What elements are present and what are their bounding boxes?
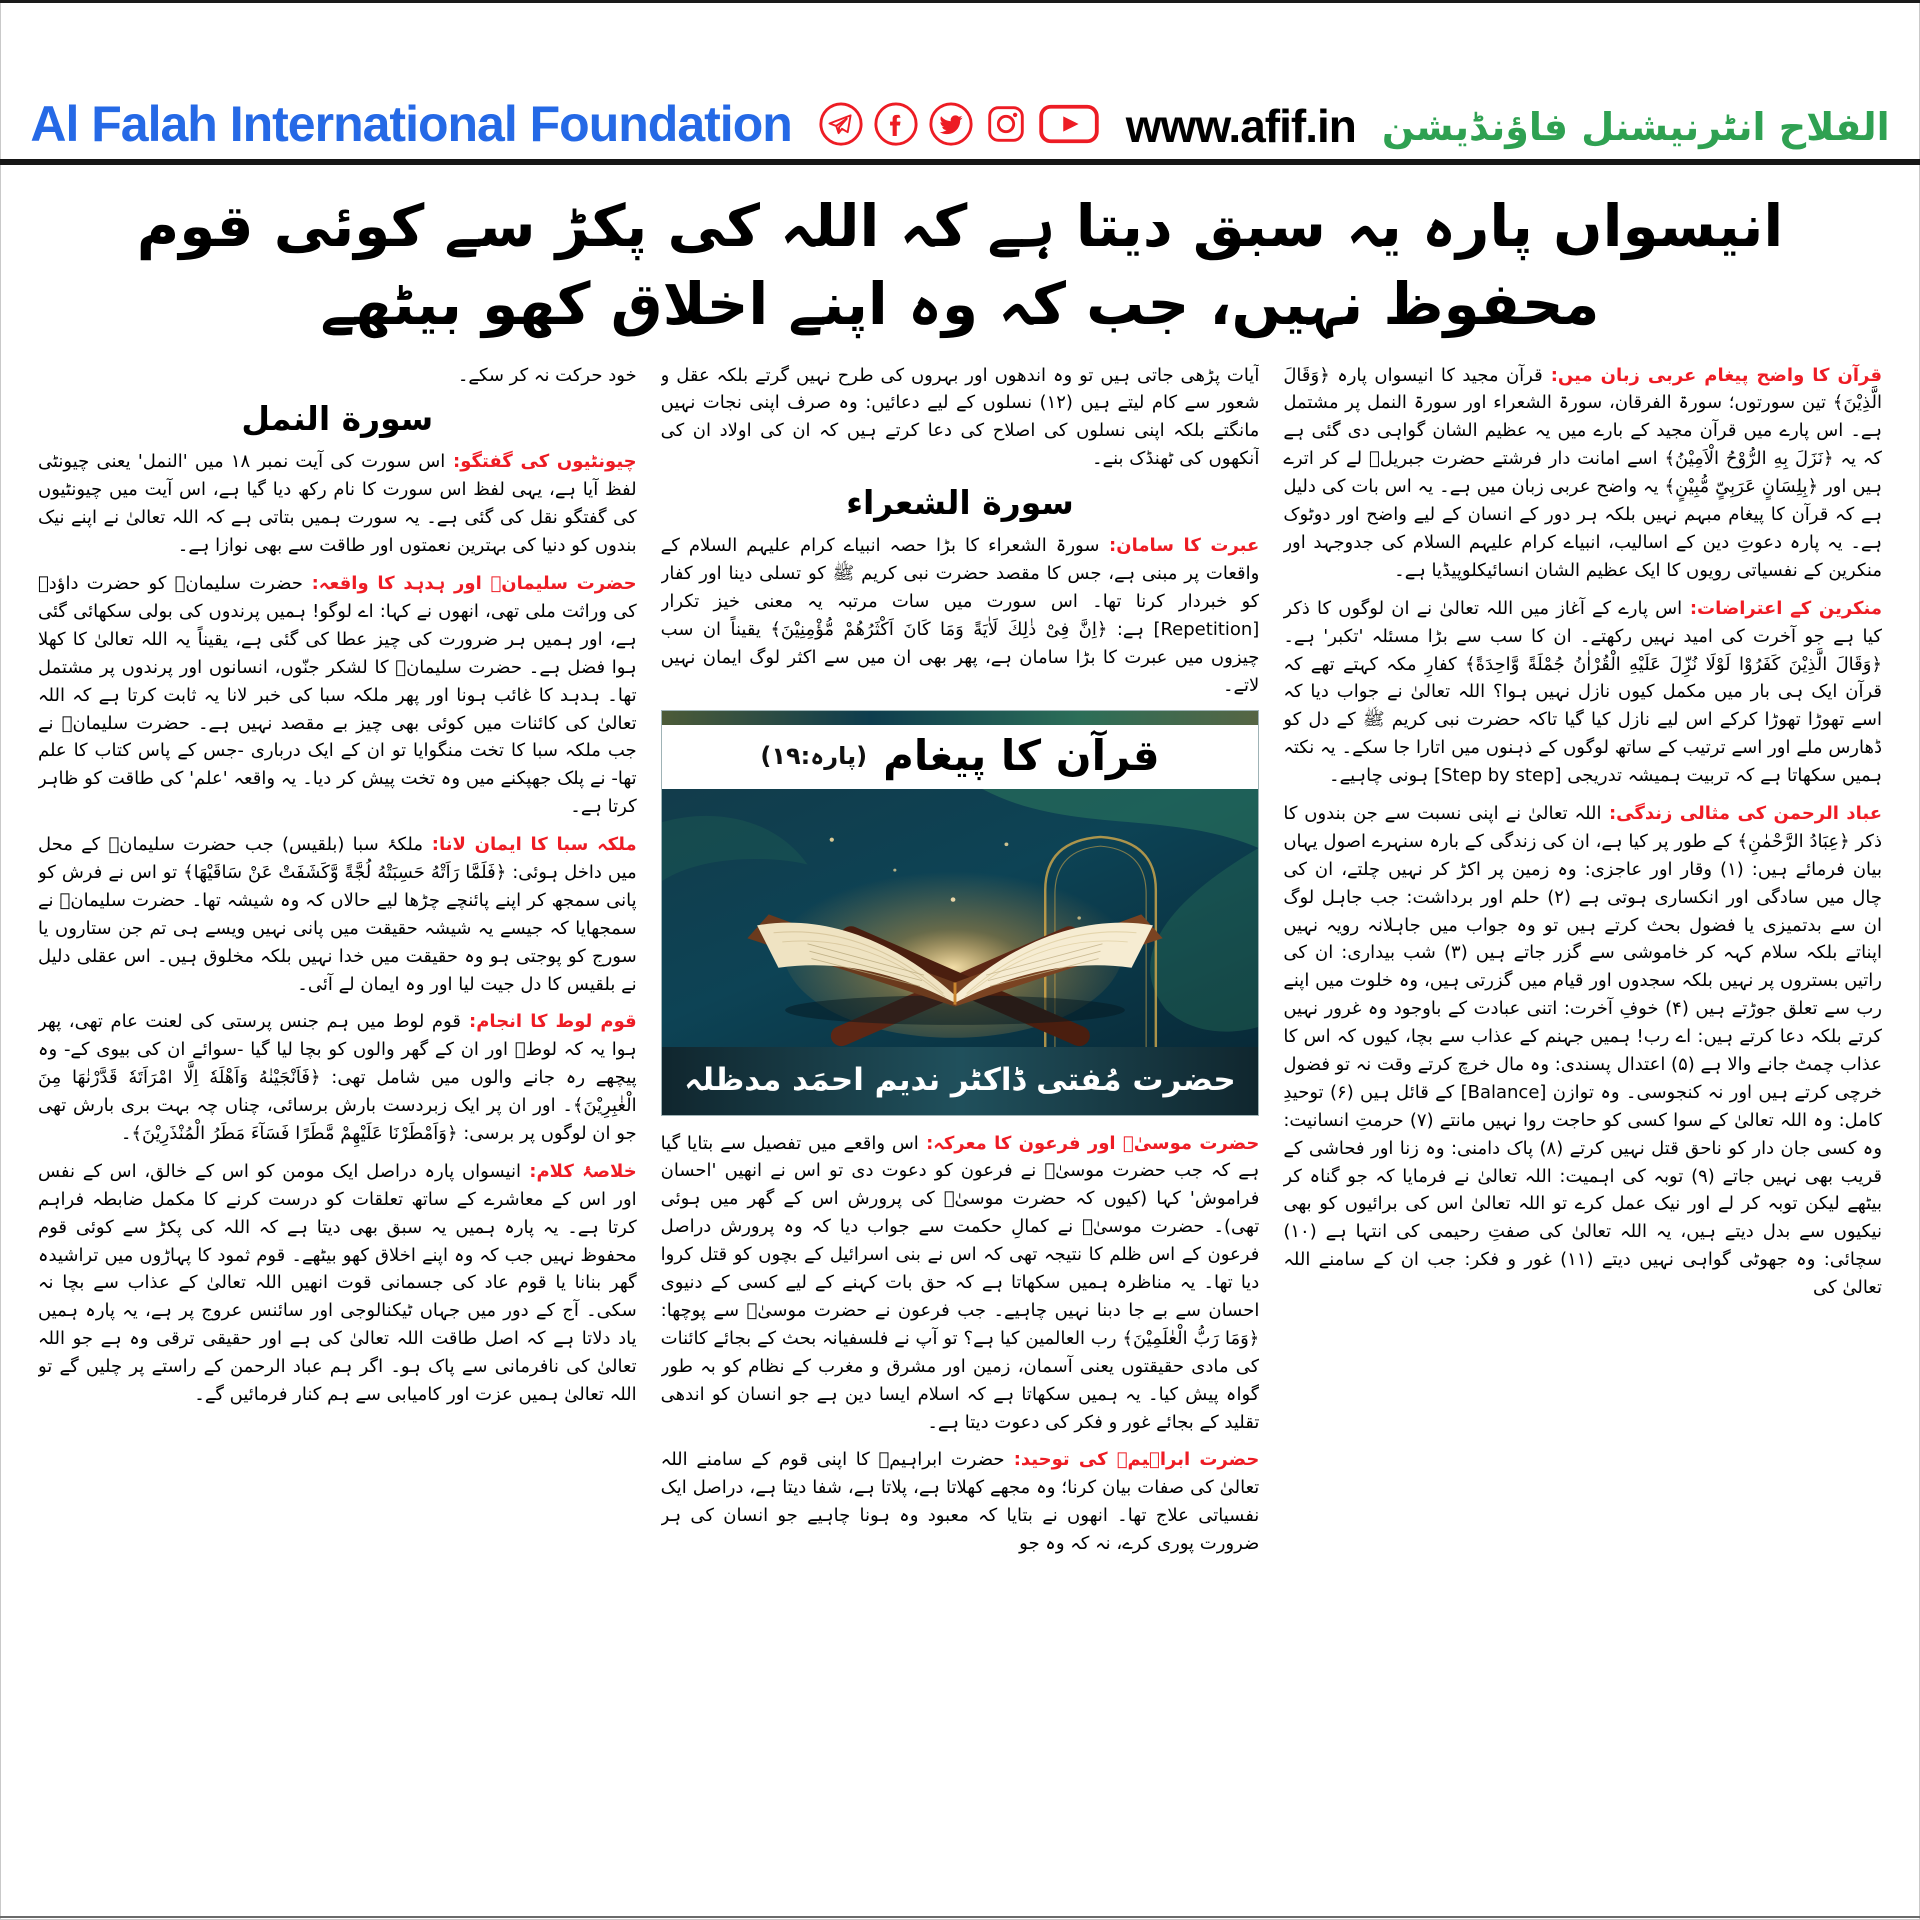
section-lead: خلاصۂ کلام: [520, 1160, 637, 1182]
card-title-band [662, 725, 1259, 789]
article-paragraph: قرآن کا واضح پیغام عربی زبان میں: قرآن مجید کا انیسواں پارہ ﴿وَقَالَ الَّذِیْنَ﴾ تین سورتوں؛ سورۃ الفرقان، سورۃ الشعراء اور سورۃ النمل پر مشتمل ہے۔ اس پارے میں قرآن مجید کے بارے میں یہ عظیم الشان گواہی دی گئی ہے کہ یہ ﴿نَزَلَ بِهِ الرُّوْحُ الْاَمِیْنُ﴾ اسے امانت دار فرشتے حضرت جبریلؑ لے کر اترے ہیں اور ﴿بِلِسَانٍ عَرَبِیٍّ مُّبِیْنٍ﴾ یہ واضح عربی زبان میں ہے۔ یہ اس بات کی دلیل ہے کہ قرآن کا پیغام مبہم نہیں بلکہ ہر دور کے انسان کے لیے واضح اور دوٹوک ہے۔ یہ پارہ دعوتِ دین کے اسالیب، انبیاے کرام علیہم السلام کی جدوجہد اور منکرین کے نفسیاتی رویوں کا ایک عظیم الشان انسائیکلوپیڈیا ہے۔ [1283, 364, 1882, 581]
column-middle [661, 362, 1260, 1867]
speaker-name: حضرت مُفتی ڈاکٹر ندیم احمَد مدظلہ [662, 1047, 1259, 1115]
twitter-icon [928, 101, 974, 147]
para-number-label: (پارہ:۱۹) [760, 741, 868, 770]
section-lead: قرآن کا واضح پیغام عربی زبان میں: [1542, 364, 1882, 386]
telegram-icon [818, 101, 864, 147]
article-paragraph: آیات پڑھی جاتی ہیں تو وہ اندھوں اور بہروں کی طرح نہیں گرتے بلکہ عقل و شعور سے کام لیتے ہیں (۱۲) نسلوں کے لیے دعائیں: وہ صرف اپنی نجات نہیں مانگتے بلکہ اپنی نسلوں کی اصلاح کی دعا کرتے ہیں کہ ان کی اولاد ان کی آنکھوں کی ٹھنڈک بنے۔ [660, 364, 1260, 470]
article-paragraph: خود حرکت نہ کر سکے۔ [457, 364, 637, 386]
social-icons-row [818, 101, 1100, 149]
section-lead: عبرت کا سامان: [1099, 535, 1260, 557]
column-middle-bottom [661, 1130, 1260, 1558]
column-left [38, 362, 637, 1867]
article-paragraph: ملکہ سبا کا ایمان لانا: ملکۂ سبا (بلقیس) جب حضرت سلیمانؑ کے محل میں داخل ہوئی: ﴿فَلَمَّا رَاَتْهُ حَسِبَتْهُ لُجَّةً وَّكَشَفَتْ عَنْ سَاقَیْهَا﴾ تو اس نے فرش کو پانی سمجھ کر اپنے پائنچے چڑھا لیے حالاں کہ وہ شیشہ تھا۔ حضرت سلیمانؑ نے سمجھایا کہ جیسے یہ شیشہ حقیقت میں پانی نہیں ویسے ہی تم جن ستاروں یا سورج کو پوجتی ہو وہ حقیقت میں خدا نہیں بلکہ مخلوق ہیں۔ اس عقلی دلیل نے بلقیس کا دل جیت لیا اور وہ ایمان لے آئی۔ [37, 834, 637, 995]
section-lead: ملکہ سبا کا ایمان لانا: [422, 834, 637, 856]
surah-heading: سورة النمل [241, 399, 434, 439]
main-headline: انیسواں پارہ یہ سبق دیتا ہے کہ اللہ کی پکڑ سے کوئی قوم محفوظ نہیں، جب کہ وہ اپنے اخلاق کھو بیٹھے [136, 192, 1784, 339]
instagram-icon [983, 101, 1029, 147]
section-lead: حضرت موسیٰؑ اور فرعون کا معرکہ: [918, 1132, 1260, 1154]
section-lead: حضرت سلیمانؑ اور ہدہد کا واقعہ: [302, 573, 637, 595]
foundation-name-urdu: الفلاح انٹرنیشنل فاؤنڈیشن [1381, 105, 1890, 150]
article-paragraph: قوم لوط کا انجام: قوم لوط میں ہم جنس پرستی کی لعنت عام تھی، پھر ہوا یہ کہ لوطؑ اور ان کے گھر والوں کو بچا لیا گیا -سوائے ان کی بیوی کے- وہ پیچھے رہ جانے والوں میں شامل تھی: ﴿فَاَنْجَیْنٰهُ وَاَهْلَهٗ اِلَّا امْرَاَتَهٗ قَدَّرْنٰهَا مِنَ الْغٰبِرِیْنَ﴾۔ اور ان پر ایک زبردست بارش برسائی، چناں چہ بہت بری بارش تھی جو ان لوگوں پر برسی: ﴿وَاَمْطَرْنَا عَلَیْهِمْ مَّطَرًا فَسَآءَ مَطَرُ الْمُنْذَرِیْنَ﴾۔ [37, 1011, 637, 1144]
website-url: www.afif.in [1125, 100, 1356, 152]
bottom-border [0, 1916, 1920, 1918]
section-lead: حضرت ابراہیمؑ کی توحید: [1004, 1449, 1260, 1471]
section-lead: منکرین کے اعتراضات: [1682, 597, 1882, 619]
article-columns [0, 354, 1920, 1867]
article-paragraph: چیونٹیوں کی گفتگو: اس سورت کی آیت نمبر ۱۸ میں 'النمل' یعنی چیونٹی لفظ آیا ہے، یہی لفظ اس سورت کا نام رکھ دیا گیا ہے، اس آیت میں چیونٹیوں کی گفتگو نقل کی گئی ہے۔ یہ سورت ہمیں بتاتی ہے کہ اللہ تعالیٰ نے اپنے نیک بندوں کو دنیا کی بہترین نعمتوں اور طاقت سے بھی نوازا ہے۔ [37, 451, 637, 557]
quran-message-card [661, 710, 1260, 1116]
quran-message-title: قرآن کا پیغام [883, 730, 1160, 780]
article-paragraph: خلاصۂ کلام: انیسواں پارہ دراصل ایک مومن کو اس کے خالق، اس کے نفس اور اس کے معاشرے کے ساتھ تعلقات کو درست کرنے کا مکمل ضابطہ فراہم کرتا ہے۔ یہ پارہ ہمیں یہ سبق بھی دیتا ہے کہ اللہ کی پکڑ سے کوئی قوم محفوظ نہیں جب کہ وہ اپنے اخلاق کھو بیٹھے۔ قوم ثمود کا پہاڑوں میں تراشیدہ گھر بنانا یا قوم عاد کی جسمانی قوت انھیں اللہ تعالیٰ کے عذاب سے بچا نہ سکی۔ آج کے دور میں جہاں ٹیکنالوجی اور سائنس عروج پر ہے، یہ پارہ ہمیں یاد دلاتا ہے کہ اصل طاقت اللہ تعالیٰ کی ہے اور حقیقی ترقی وہ ہے جو اللہ تعالیٰ کی نافرمانی سے پاک ہو۔ اگر ہم عباد الرحمن کے راستے پر چلیں گے تو اللہ تعالیٰ ہمیں عزت اور کامیابی سے ہم کنار فرمائیں گے۔ [37, 1160, 637, 1405]
article-paragraph: حضرت سلیمانؑ اور ہدہد کا واقعہ: حضرت سلیمانؑ کو حضرت داؤدؑ کی وراثت ملی تھی، انھوں نے کہا: اے لوگو! ہمیں پرندوں کی بولی سکھائی گئی ہے، اور ہمیں ہر ضرورت کی چیز عطا کی گئی ہے، یقیناً یہ اللہ تعالیٰ کا کھلا ہوا فضل ہے۔ حضرت سلیمانؑ کا لشکر جنّوں، انسانوں اور پرندوں پر مشتمل تھا۔ ہدہد کا غائب ہونا اور پھر ملکہ سبا کی خبر لانا یہ ثابت کرتا ہے کہ اللہ تعالیٰ کی کائنات میں کوئی بھی چیز بے مقصد نہیں ہے۔ حضرت سلیمانؑ نے جب ملکہ سبا کا تخت منگوایا تو ان کے ایک درباری -جس کے پاس کتاب کا علم تھا- نے پلک جھپکنے میں وہ تخت پیش کر دیا۔ یہ واقعہ 'علم' کی طاقت کو ظاہر کرتا ہے۔ [37, 573, 637, 818]
section-lead: قوم لوط کا انجام: [460, 1011, 637, 1033]
youtube-icon [1038, 101, 1100, 147]
article-paragraph: عباد الرحمن کی مثالی زندگی: اللہ تعالیٰ نے اپنی نسبت سے جن بندوں کا ذکر ﴿عِبَادُ الرَّحْمٰنِ﴾ کے طور پر کیا ہے، ان کی زندگی کے بارہ سنہرے اصول یہاں بیان فرمائے ہیں: (۱) وقار اور عاجزی: وہ زمین پر اکڑ کر نہیں چلتے، ان کی چال میں سادگی اور انکساری ہوتی ہے (۲) حلم اور برداشت: جب جاہل لوگ ان سے بدتمیزی یا فضول بحث کرتے ہیں تو وہ جواب میں جاہلانہ رویہ نہیں اپناتے بلکہ سلام کہہ کر خاموشی سے گزر جاتے ہیں (۳) شب بیداری: ان کی راتیں بستروں پر نہیں بلکہ سجدوں اور قیام میں گزرتی ہیں، وہ خلوت میں اپنے رب سے تعلق جوڑتے ہیں (۴) خوفِ آخرت: اتنی عبادت کے باوجود وہ غرور نہیں کرتے بلکہ دعا کرتے ہیں: اے رب! ہمیں جہنم کے عذاب سے بچا، کیوں کہ اس کا عذاب چمٹ جانے والا ہے (۵) اعتدال پسندی: وہ مال خرچ کرتے وقت نہ تو فضول خرچی کرتے ہیں اور نہ کنجوسی۔ وہ توازن [Balance] کے قائل ہیں (۶) توحیدِ کامل: وہ اللہ تعالیٰ کے سوا کسی کو حاجت روا نہیں مانتے (۷) حرمتِ انسانیت: وہ کسی جان دار کو ناحق قتل نہیں کرتے (۸) پاک دامنی: وہ زنا اور فحاشی کے قریب بھی نہیں جاتے (۹) توبہ کی اہمیت: اللہ تعالیٰ نے فرمایا کہ جو گناہ کر بیٹھے لیکن توبہ کر لے اور نیک عمل کرے تو اللہ تعالیٰ اس کی برائیوں کو بھی نیکیوں سے بدل دیتے ہیں، یہ اللہ تعالیٰ کی صفتِ رحیمی کی انتہا ہے (۱۰) سچائی: وہ جھوٹی گواہی نہیں دیتے (۱۱) غور و فکر: جب ان کے سامنے اللہ تعالیٰ کی [1283, 802, 1882, 1299]
section-lead: عباد الرحمن کی مثالی زندگی: [1601, 802, 1882, 824]
surah-heading: سورة الشعراء [846, 483, 1074, 523]
page-header [0, 3, 1920, 159]
article-paragraph: حضرت موسیٰؑ اور فرعون کا معرکہ: اس واقعے میں تفصیل سے بتایا گیا ہے کہ جب حضرت موسیٰؑ نے فرعون کو دعوت دی تو اس نے انھیں 'احسان فراموش' کہا (کیوں کہ حضرت موسیٰؑ کی پرورش اس کے گھر میں ہوئی تھی)۔ حضرت موسیٰؑ نے کمالِ حکمت سے جواب دیا کہ وہ پرورش دراصل فرعون کے اس ظلم کا نتیجہ تھی کہ اس نے بنی اسرائیل کے بچوں کو قتل کروا دیا تھا۔ یہ مناظرہ ہمیں سکھاتا ہے کہ حق بات کہنے کے لیے کسی کے دنیوی احسان سے بے جا دبنا نہیں چاہیے۔ جب فرعون نے حضرت موسیٰؑ سے پوچھا: ﴿وَمَا رَبُّ الْعٰلَمِیْنَ﴾ رب العالمین کیا ہے؟ تو آپ نے فلسفیانہ بحث کے بجائے کائنات کی مادی حقیقتوں یعنی آسمان، زمین اور مشرق و مغرب کے نظام کو بہ طور گواہ پیش کیا۔ یہ ہمیں سکھاتا ہے کہ اسلام ایسا دین ہے جو انسان کو اندھی تقلید کے بجائے غور و فکر کی دعوت دیتا ہے۔ [660, 1132, 1260, 1433]
article-paragraph: منکرین کے اعتراضات: اس پارے کے آغاز میں اللہ تعالیٰ نے ان لوگوں کا ذکر کیا ہے جو آخرت کی امید نہیں رکھتے۔ ان کا سب سے بڑا مسئلہ 'تکبر' ہے۔ ﴿وَقَالَ الَّذِیْنَ کَفَرُوْا لَوْلَا نُزِّلَ عَلَیْهِ الْقُرْاٰنُ جُمْلَةً وَّاحِدَةً﴾ کفارِ مکہ کہتے تھے کہ قرآن ایک ہی بار میں مکمل کیوں نازل نہیں ہوا؟ اللہ تعالیٰ نے جواب دیا کہ اسے تھوڑا تھوڑا کرکے اس لیے نازل کیا گیا تاکہ حضرت نبی کریم ﷺ کے دل کو ڈھارس ملے اور اسے ترتیب کے ساتھ لوگوں کے ذہنوں میں اتارا جا سکے۔ یہ نکتہ ہمیں سکھاتا ہے کہ تربیت ہمیشہ تدریجی [Step by step] ہونی چاہیے۔ [1283, 597, 1882, 787]
article-paragraph: حضرت ابراہیمؑ کی توحید: حضرت ابراہیمؑ کا اپنی قوم کے سامنے اللہ تعالیٰ کی صفات بیان کرنا؛ وہ مجھے کھلاتا ہے، پلاتا ہے، شفا دیتا ہے، دراصل ایک نفسیاتی علاج تھا۔ انھوں نے بتایا کہ معبود وہ ہونا چاہیے جو انسان کی ہر ضرورت پوری کرے، نہ کہ وہ جو [660, 1449, 1260, 1555]
card-top-strip [662, 711, 1259, 725]
quran-photo [662, 789, 1259, 1047]
column-middle-top [661, 362, 1260, 700]
column-right [1283, 362, 1882, 1867]
facebook-icon [873, 101, 919, 147]
article-paragraph: عبرت کا سامان: سورۃ الشعراء کا بڑا حصہ انبیاے کرام علیہم السلام کے واقعات پر مبنی ہے، جس کا مقصد حضرت نبی کریم ﷺ کو تسلی دینا اور کفار کو خبردار کرنا تھا۔ اس سورت میں سات مرتبہ یہ معنی خیز تکرار [Repetition] ہے: ﴿اِنَّ فِیْ ذٰلِكَ لَاٰیَةً وَمَا كَانَ اَكْثَرُهُمْ مُّؤْمِنِیْنَ﴾ یقیناً ان سب چیزوں میں عبرت کا بڑا سامان ہے، پھر بھی ان میں سے اکثر لوگ ایمان نہیں لاتے۔ [660, 535, 1260, 696]
section-lead: چیونٹیوں کی گفتگو: [445, 451, 637, 473]
foundation-name-english: Al Falah International Foundation [30, 96, 792, 152]
